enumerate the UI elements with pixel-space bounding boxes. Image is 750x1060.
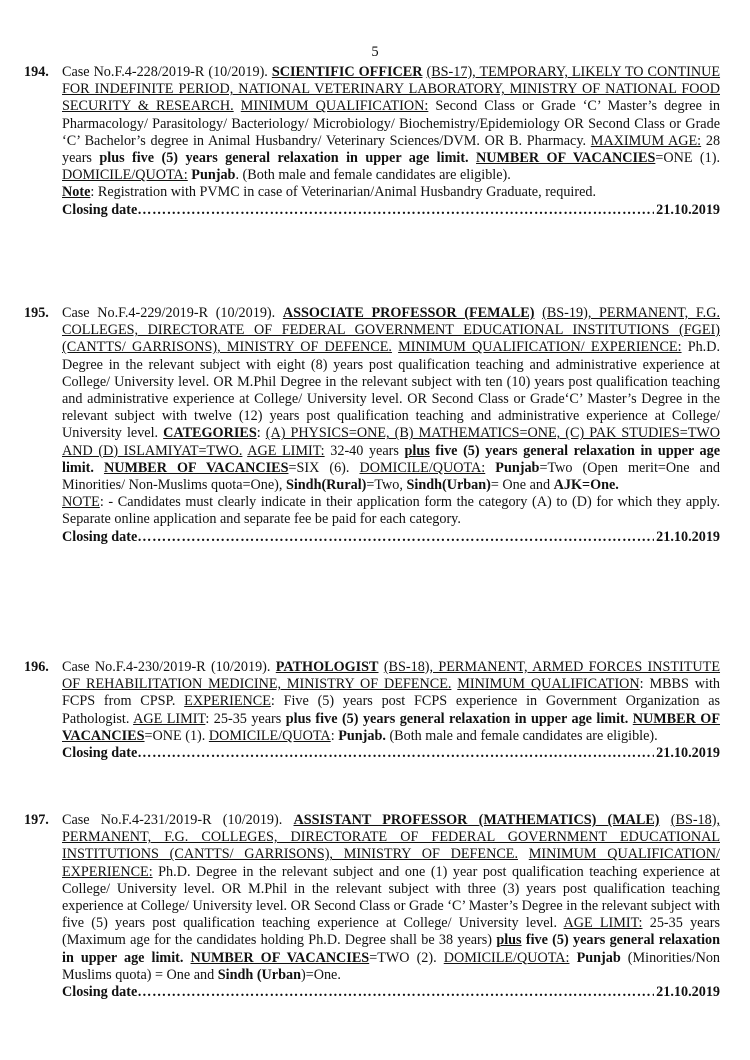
closing-date: 21.10.2019 xyxy=(656,528,720,545)
note-label: Note xyxy=(62,184,91,201)
qualification-text: Second Class or Grade ‘C’ Master’s degree in Pharmacology/ Parasitology/ Bacteriology/ Microbiology/ Biochemistry/Epidemiology OR Second Class or Grade ‘C’ Bachelor’s degree in Animal Husbandry/ Veterinary Sciences/DVM. OR B. Pharmacy. xyxy=(62,98,720,149)
post-title: PATHOLOGIST xyxy=(275,659,379,675)
categories-text: (A) PHYSICS=ONE, (B) MATHEMATICS=ONE, (C) PAK STUDIES=TWO AND (D) ISLAMIYAT=TWO. xyxy=(62,425,721,459)
case-number: Case No.F.4-228/2019-R (10/2019). xyxy=(62,64,268,80)
post-details: (BS-17), TEMPORARY, LIKELY TO CONTINUE FOR INDEFINITE PERIOD, NATIONAL VETERINARY LABORATORY, MINISTRY OF NATIONAL FOOD SECURITY & RESEARCH. xyxy=(62,64,721,115)
case-entry-195: 195. Case No.F.4-229/2019-R (10/2019). ASSOCIATE PROFESSOR (FEMALE) (BS-19), PERMANENT, F.G. COLLEGES, DIRECTORATE OF FEDERAL GOVERNMENT EDUCATIONAL INSTITUTIONS (FGEI) (CANTTS/ GARRISONS), MINISTRY OF DEFENCE. MINIMUM QUALIFICATION/ EXPERIENCE: Ph.D. Degree in the relevant subject with eight (8) years post qualification teaching and administrative experience at College/ University level. OR M.Phil Degree in the relevant subject with ten (10) years post qualification teaching and administrative experience at College/ University level. OR Second Class or Grade‘C’ Master’s Degree in the relevant subject with twelve (12) years post qualification teaching and administrative experience at College/ University level. CATEGORIES: (A) PHYSICS=ONE, (B) MATHEMATICS=ONE, (C) PAK STUDIES=TWO AND (D) ISLAMIYAT=TWO. AGE LIMIT: 32-40 years plus five (5) years general relaxation in upper age limit. NUMBER OF VACANCIES=SIX (6). DOMICILE/QUOTA: Punjab=Two (Open merit=One and Minorities/ Non-Muslims quota=One), Sindh(Rural)=Two, Sindh(Urban)= One and AJK=One. NOTE: - Candidates must clearly indicate in their application form the category (A) to (D) for which they apply. Separate online application and separate fee be paid for each category. Closing date …………………………………………………………………………………………………………………………………………………… 21.10.2019 xyxy=(24,305,714,546)
note xyxy=(62,184,720,201)
note xyxy=(62,494,720,528)
age-label: AGE LIMIT xyxy=(133,710,206,727)
closing-label: Closing date xyxy=(62,745,138,762)
relaxation-text: five (5) years general relaxation in upper age limit. xyxy=(62,932,720,966)
leader-dots xyxy=(137,529,654,546)
age-text: 32-40 years xyxy=(330,442,399,459)
domicile-label: DOMICILE/QUOTA xyxy=(208,727,331,744)
domicile-punjab-text: =Two (Open merit=One and Minorities/ Non-Muslims quota=One), xyxy=(62,459,721,494)
domicile-label: DOMICILE/QUOTA: xyxy=(62,167,188,184)
closing-date-line xyxy=(62,202,720,219)
relaxation-text: five (5) years general relaxation in upper age limit. xyxy=(62,442,721,476)
age-plus: plus xyxy=(496,932,522,949)
domicile-sindh-urban-text: )=One. xyxy=(300,966,341,983)
vacancies-label: NUMBER OF VACANCIES xyxy=(476,150,656,167)
qualification-text: Ph.D. Degree in the relevant subject and one (1) year post qualification teaching experience at College/ University level. OR M.Phil in the relevant subject with three (3) years post qualification teaching experience at College/ University level. OR Second Class or Grade ‘C’ Master’s Degree in the relevant subject with five (5) years post qualification teaching experience at College/ University level. xyxy=(62,863,721,932)
domicile-label: DOMICILE/QUOTA: xyxy=(359,459,486,476)
qualification-label: MINIMUM QUALIFICATION xyxy=(457,676,640,693)
vacancies-text: =TWO (2). xyxy=(369,949,437,966)
closing-label: Closing date xyxy=(62,528,138,545)
post-title: SCIENTIFIC OFFICER xyxy=(271,64,423,80)
relaxation-text: plus five (5) years general relaxation in upper age limit. xyxy=(285,710,629,727)
note-text: : Registration with PVMC in case of Veterinarian/Animal Husbandry Graduate, required. xyxy=(90,184,597,201)
page-number: 5 xyxy=(371,44,379,60)
leader-dots xyxy=(137,984,654,1001)
post-title: ASSOCIATE PROFESSOR (FEMALE) xyxy=(282,305,535,321)
closing-date-line xyxy=(62,529,720,546)
domicile-punjab-text: (Minorities/Non Muslims quota) = One and xyxy=(62,949,721,983)
case-number: Case No.F.4-230/2019-R (10/2019). xyxy=(62,659,271,675)
domicile-province: Punjab. xyxy=(338,727,386,744)
domicile-punjab: Punjab xyxy=(576,949,621,966)
qualification-text: Ph.D. Degree in the relevant subject with eight (8) years post qualification teaching and administrative experience at College/ University level. OR M.Phil Degree in the relevant subject with ten (10) years post qualification teaching and administrative experience at College/ University level. OR Second Class or Grade‘C’ Master’s Degree in the relevant subject with twelve (12) years post qualification teaching and administrative experience at College/ University level. xyxy=(62,339,721,442)
domicile-text: . (Both male and female candidates are eligible). xyxy=(235,167,511,184)
vacancies-label: NUMBER OF VACANCIES xyxy=(103,459,289,476)
vacancies-label: NUMBER OF VACANCIES xyxy=(62,710,720,744)
closing-date: 21.10.2019 xyxy=(656,745,720,762)
case-entry-196: 196. Case No.F.4-230/2019-R (10/2019). PATHOLOGIST (BS-18), PERMANENT, ARMED FORCES INSTITUTE OF REHABILITATION MEDICINE, MINISTRY OF DEFENCE. MINIMUM QUALIFICATION: MBBS with FCPS from CPSP. EXPERIENCE: Five (5) years post FCPS experience in Government Organization as Pathologist. AGE LIMIT: 25-35 years plus five (5) years general relaxation in upper age limit. NUMBER OF VACANCIES=ONE (1). DOMICILE/QUOTA: Punjab. (Both male and female candidates are eligible). Closing date …………………………………………………………………………………………………………………………………………………… 21.10.2019 xyxy=(24,659,714,762)
vacancies-label: NUMBER OF VACANCIES xyxy=(190,949,370,966)
qualification-label: MINIMUM QUALIFICATION/ EXPERIENCE: xyxy=(62,846,720,880)
post-title: ASSISTANT PROFESSOR (MATHEMATICS) (MALE) xyxy=(293,812,660,828)
experience-label: EXPERIENCE xyxy=(184,693,271,710)
post-details: (BS-18), PERMANENT, F.G. COLLEGES, DIRECTORATE OF FEDERAL GOVERNMENT EDUCATIONAL INSTITUTIONS (CANTTS/ GARRISONS), MINISTRY OF DEFENCE. xyxy=(62,812,721,863)
closing-date: 21.10.2019 xyxy=(656,984,720,1001)
entry-number: 194. xyxy=(24,64,49,80)
relaxation-text: plus five (5) years general relaxation in upper age limit. xyxy=(99,150,469,167)
case-entry-194 xyxy=(24,64,721,219)
case-entry-197 xyxy=(24,812,721,1001)
age-plus: plus xyxy=(404,442,430,459)
closing-label: Closing date xyxy=(62,984,138,1001)
age-label: AGE LIMIT: xyxy=(563,915,643,932)
age-label: AGE LIMIT: xyxy=(247,442,325,459)
note-text: : - Candidates must clearly indicate in their application form the category (A) to (D) for which they apply. Separate online application and separate fee be paid for each category. xyxy=(62,494,720,528)
case-number: Case No.F.4-231/2019-R (10/2019). xyxy=(62,812,283,828)
qualification-text: : MBBS with FCPS from CPSP. xyxy=(62,676,720,710)
entry-number: 196. xyxy=(24,659,49,675)
domicile-sindh-rural: Sindh(Rural) xyxy=(285,477,367,494)
leader-dots xyxy=(137,202,654,219)
closing-date: 21.10.2019 xyxy=(656,201,720,218)
domicile-sindh-urban: Sindh(Urban) xyxy=(406,477,491,494)
case-number: Case No.F.4-229/2019-R (10/2019). xyxy=(62,305,276,321)
domicile-province: Punjab xyxy=(191,167,236,184)
vacancies-text: =ONE (1). xyxy=(655,150,721,167)
note-label: NOTE xyxy=(62,494,100,511)
domicile-ajk-text: =One. xyxy=(582,477,619,494)
post-details: (BS-18), PERMANENT, ARMED FORCES INSTITUTE OF REHABILITATION MEDICINE, MINISTRY OF DEFENCE. xyxy=(62,659,721,693)
qualification-label: MINIMUM QUALIFICATION: xyxy=(240,98,429,115)
age-text: : 25-35 years xyxy=(205,710,282,727)
age-text: 25-35 years (Maximum age for the candidates holding Ph.D. Degree shall be 38 years) xyxy=(62,915,720,949)
categories-label: CATEGORIES xyxy=(163,425,257,442)
age-text: 28 years xyxy=(62,132,721,167)
entry-number: 197. xyxy=(24,812,49,828)
age-label: MAXIMUM AGE: xyxy=(590,132,702,149)
post-details: (BS-19), PERMANENT, F.G. COLLEGES, DIRECTORATE OF FEDERAL GOVERNMENT EDUCATIONAL INSTITUTIONS (FGEI) (CANTTS/ GARRISONS), MINISTRY OF DEFENCE. xyxy=(62,305,720,356)
domicile-ajk: AJK xyxy=(553,477,582,494)
domicile-sindh-rural-text: =Two, xyxy=(366,477,403,494)
domicile-label: DOMICILE/QUOTA: xyxy=(443,949,570,966)
vacancies-text: =SIX (6). xyxy=(288,459,350,476)
domicile-text: (Both male and female candidates are eligible). xyxy=(389,727,658,744)
domicile-punjab: Punjab xyxy=(495,459,540,476)
vacancies-text: =ONE (1). xyxy=(144,727,206,744)
domicile-sindh-urban: Sindh (Urban xyxy=(217,966,301,983)
closing-date-line xyxy=(62,745,720,762)
entry-number: 195. xyxy=(24,305,49,321)
experience-text: : Five (5) years post FCPS experience in Government Organization as Pathologist. xyxy=(62,693,721,727)
qualification-label: MINIMUM QUALIFICATION/ EXPERIENCE: xyxy=(398,339,682,356)
closing-label: Closing date xyxy=(62,201,138,218)
leader-dots xyxy=(137,745,654,762)
domicile-sindh-urban-text: = One and xyxy=(490,477,551,494)
closing-date-line xyxy=(62,984,720,1001)
